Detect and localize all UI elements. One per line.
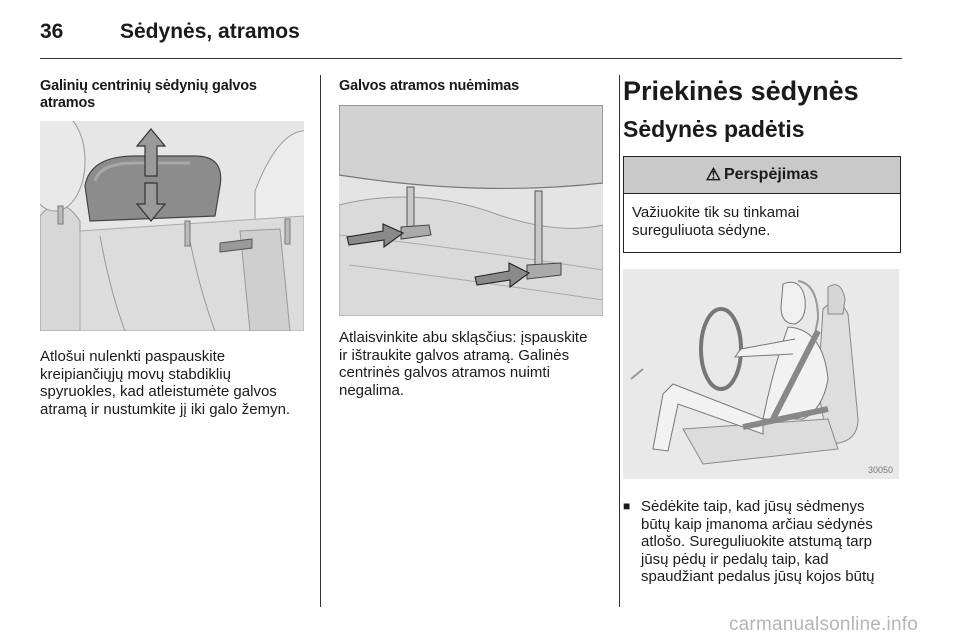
column-headrest-removal xyxy=(339,78,603,399)
bullet-marker: ■ xyxy=(623,499,631,513)
headrest-removal-heading: Galvos atramos nuėmimas xyxy=(339,78,519,94)
text-line: atramą ir nustumkite jį iki galo žemyn. xyxy=(40,400,291,418)
rear-headrest-text xyxy=(40,348,304,418)
page-number: 36 xyxy=(40,20,64,43)
front-seats-title: Priekinės sėdynės xyxy=(623,76,859,106)
watermark: carmanualsonline.info xyxy=(728,614,918,635)
text-line: būtų kaip įmanoma arčiau sėdynės xyxy=(641,515,873,533)
warning-box xyxy=(623,156,901,253)
text-line: Atlošui nulenkti paspauskite xyxy=(40,348,226,365)
warning-body xyxy=(624,194,900,252)
text-line: Sėdėkite taip, kad jūsų sėdmenys xyxy=(641,498,865,515)
text-line: atlošo. Sureguliuokite atstumą tarp xyxy=(641,533,872,550)
bullet-line xyxy=(623,533,903,551)
text-line: Važiuokite tik su tinkamai xyxy=(632,204,800,221)
column-divider-1 xyxy=(320,75,321,607)
text-line: negalima. xyxy=(339,381,405,399)
bullet-item xyxy=(623,498,903,586)
seat-position-subtitle: Sėdynės padėtis xyxy=(623,116,805,142)
column-divider-2 xyxy=(619,75,620,607)
headrest-removal-illustration xyxy=(339,105,603,316)
text-line: centrinės galvos atramos nuimti xyxy=(339,364,550,381)
rear-headrest-heading: Galinių centrinių sėdynių galvos atramos xyxy=(40,78,257,111)
bullet-line xyxy=(623,568,903,586)
text-line: jūsų pėdų ir pedalų taip, kad xyxy=(641,550,829,568)
warning-header xyxy=(624,157,900,194)
section-title: Sėdynės, atramos xyxy=(120,20,300,43)
warning-label: Perspėjimas xyxy=(723,166,819,183)
column-front-seats xyxy=(623,76,903,586)
warning-triangle-icon: ⚠ xyxy=(705,165,721,184)
text-line: spyruokles, kad atleistumėte galvos xyxy=(40,383,277,400)
page-header xyxy=(40,20,300,50)
text-line: Atlaisvinkite abu skląsčius: įspauskite xyxy=(339,329,588,346)
text-line: spaudžiant pedalus jūsų kojos būtų xyxy=(641,568,875,585)
header-divider xyxy=(40,58,902,59)
bullet-line xyxy=(623,516,903,534)
bullet-line xyxy=(623,551,903,569)
text-line: sureguliuota sėdyne. xyxy=(632,222,771,239)
text-line: ir ištraukite galvos atramą. Galinės xyxy=(339,346,570,364)
seat-position-illustration xyxy=(623,269,899,479)
figure-code: 30050 xyxy=(867,465,893,475)
column-rear-headrest xyxy=(40,78,304,418)
headrest-removal-text xyxy=(339,329,603,399)
rear-headrest-illustration xyxy=(40,121,304,331)
bullet-line xyxy=(623,498,903,516)
text-line: kreipiančiųjų movų stabdiklių xyxy=(40,365,231,383)
